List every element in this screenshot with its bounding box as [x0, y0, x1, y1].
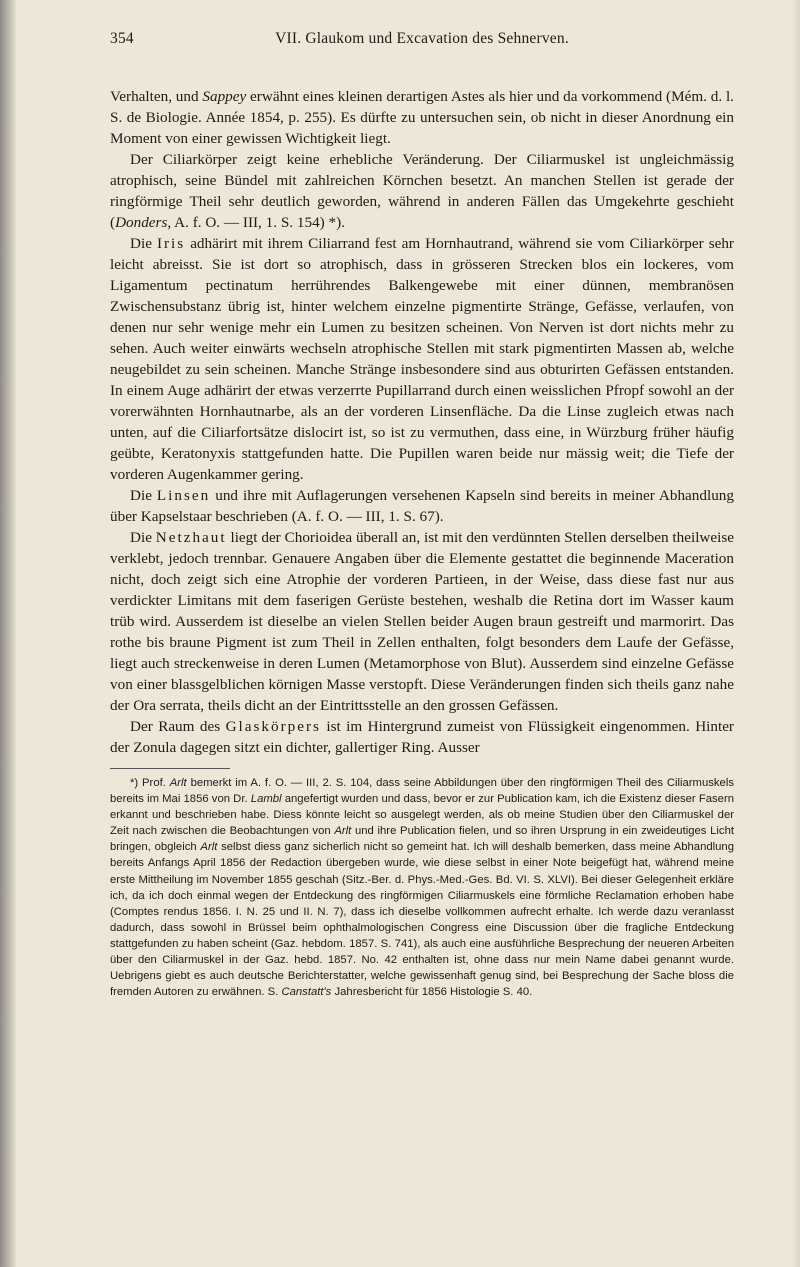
page-number: 354 [110, 30, 134, 47]
running-header [110, 28, 734, 54]
footnote: *) Prof. Arlt bemerkt im A. f. O. — III, 2. S. 104, dass seine Abbildungen über den ringförmigen Theil des Ciliarmuskels bereits im Mai 1856 von Dr. Lambl angefertigt wurden und dass, bevor er zur Publication kam, ich die Existenz dieser Fasern erkannt und beschrieben habe. Diess könnte leicht so ausgelegt werden, als ob meine Studien über den Ciliarmuskel der Zeit nach zwischen die Beobachtungen von Arlt und ihre Publication fielen, und so ihren Ursprung in ein zweideutiges Licht bringen, obgleich Arlt selbst diess ganz sicherlich nicht so gemeint hat. Ich will deshalb bemerken, dass meine Abhandlung bereits Anfangs April 1856 der Redaction übergeben wurde, wie diese selbst in einer Note beigefügt hat, während meine erste Mittheilung im November 1855 geschah (Sitz.-Ber. d. Phys.-Med.-Ges. Bd. VI. S. XLVI). Bei dieser Gelegenheit erkläre ich, da ich doch einmal wegen der Entdeckung des ringförmigen Ciliarmuskels eine förmliche Reclamation erhoben habe (Comptes rendus 1856. I. N. 25 und II. N. 7), dass ich dieselbe vollkommen aufrecht erhalte. Ich werde dazu veranlasst dadurch, dass sowohl in Brüssel beim ophthalmologischen Congress eine Discussion über die fragliche Entdeckung stattgefunden zu haben scheint (Gaz. hebdom. 1857. S. 741), als auch eine ausführliche Besprechung der neueren Arbeiten über den Ciliarmuskel in der Gaz. hebd. 1857. No. 42 enthalten ist, ohne dass nur mein Name dabei genannt wurde. Uebrigens giebt es auch deutsche Berichterstatter, welche gewissenhaft genug sind, bei Besprechung der Sache bloss die fremden Autoren zu erwähnen. S. Canstatt's Jahresbericht für 1856 Histologie S. 40. [110, 777, 735, 999]
author-name: Arlt [169, 777, 187, 789]
footnote-separator [110, 768, 230, 769]
author-name: Donders [115, 214, 168, 231]
spaced-term: Linsen [156, 487, 211, 504]
paragraph: Die Netzhaut liegt der Chorioidea überall an, ist mit den verdünnten Stellen derselben theilweise verklebt, jedoch trennbar. Genauere Angaben über die Elemente gestattet die beginnende Maceration nicht, doch zeigt sich eine Atrophie der vorderen Partieen, in der Weise, dass diese fast nur aus verdickter Limitans mit dem faserigen Gerüste bestehen, weshalb die Retina dort im Wasser kaum trüb wird. Ausserdem ist dieselbe an vielen Stellen beider Augen braun gestreift und marmorirt. Das rothe bis braune Pigment ist zum Theil in Zellen enthalten, folgt besonders dem Laufe der Gefässe, liegt auch streckenweise in deren Lumen (Metamorphose von Blut). Ausserdem sind einzelne Gefässe von einer blassgelblichen körnigen Masse verstopft. Diese Veränderungen finden sich theils ganz nahe der Ora serrata, theils dicht an der Eintrittsstelle an den grossen Gefässen. [110, 529, 734, 714]
spaced-term: Glaskörpers [225, 718, 321, 735]
main-text [110, 86, 734, 758]
author-name: Canstatt's [281, 986, 332, 999]
paragraph: Die Iris adhärirt mit ihrem Ciliarrand fest am Hornhautrand, während sie vom Ciliarkörper sehr leicht abreisst. Sie ist dort so atrophisch, dass in grösseren Strecken blos ein lockeres, vom Ligamentum pectinatum herrührendes Balkengewebe mit einer dünnen, membranösen Zwischensubstanz übrig ist, hinter welchem einzelne pigmentirte Stränge, Gefässe, verlaufen, von denen nur sehr wenige mehr ein Lumen zu besitzen scheinen. Von Nerven ist dort nichts mehr zu sehen. Auch weiter einwärts wechseln atrophische Stellen mit stark pigmentirten Massen ab, welche neugebildet zu sein scheinen. Manche Stränge insbesondere sind aus obturirten Gefässen entstanden. In einem Auge adhärirt der etwas verzerrte Pupillarrand durch einen weisslichen Pfropf sowohl an der vorerwähnten Hornhautnarbe, als an der vorderen Linsenfläche. Da die Linse zugleich etwas nach unten, auf die Ciliarfortsätze dislocirt ist, so ist zu vermuthen, dass eine, in Würzburg früher häufig geübte, Keratonyxis stattgefunden hatte. Die Pupillen waren beide nur mässig weit; die Tiefe der vorderen Augenkammer gering. [110, 235, 734, 483]
paragraph: Die Linsen und ihre mit Auflagerungen versehenen Kapseln sind bereits in meiner Abhandlung über Kapselstaar beschrieben (A. f. O. — III, 1. S. 67). [110, 487, 734, 525]
paragraph: Verhalten, und Sappey erwähnt eines kleinen derartigen Astes als hier und da vorkommend (Mém. d. l. S. de Biologie. Année 1854, p. 255). Es dürfte zu untersuchen sein, ob nicht in dieser Anordnung ein Moment von einer gewissen Wichtigkeit liegt. [110, 88, 734, 147]
author-name: Sappey [202, 88, 247, 105]
spaced-term: Netzhaut [155, 529, 227, 546]
spaced-term: Iris [156, 235, 186, 252]
running-title: VII. Glaukom und Excavation des Sehnerven. [275, 30, 569, 47]
paragraph: Der Raum des Glaskörpers ist im Hintergrund zumeist von Flüssigkeit eingenommen. Hinter der Zonula dagegen sitzt ein dichter, gallertiger Ring. Ausser [110, 718, 734, 756]
author-name: Lambl [250, 793, 282, 806]
author-name: Arlt [200, 841, 218, 854]
author-name: Arlt [334, 825, 352, 838]
book-spine-shadow [0, 0, 16, 1267]
paragraph: Der Ciliarkörper zeigt keine erhebliche Veränderung. Der Ciliarmuskel ist ungleichmässig atrophisch, seine Bündel mit zahlreichen Körnchen besetzt. An manchen Stellen ist gerade der ringförmige Theil sehr deutlich geworden, während in anderen Fällen das Umgekehrte geschieht (Donders, A. f. O. — III, 1. S. 154) *). [110, 151, 734, 231]
book-page [110, 28, 734, 1000]
page-edge [792, 0, 800, 1267]
